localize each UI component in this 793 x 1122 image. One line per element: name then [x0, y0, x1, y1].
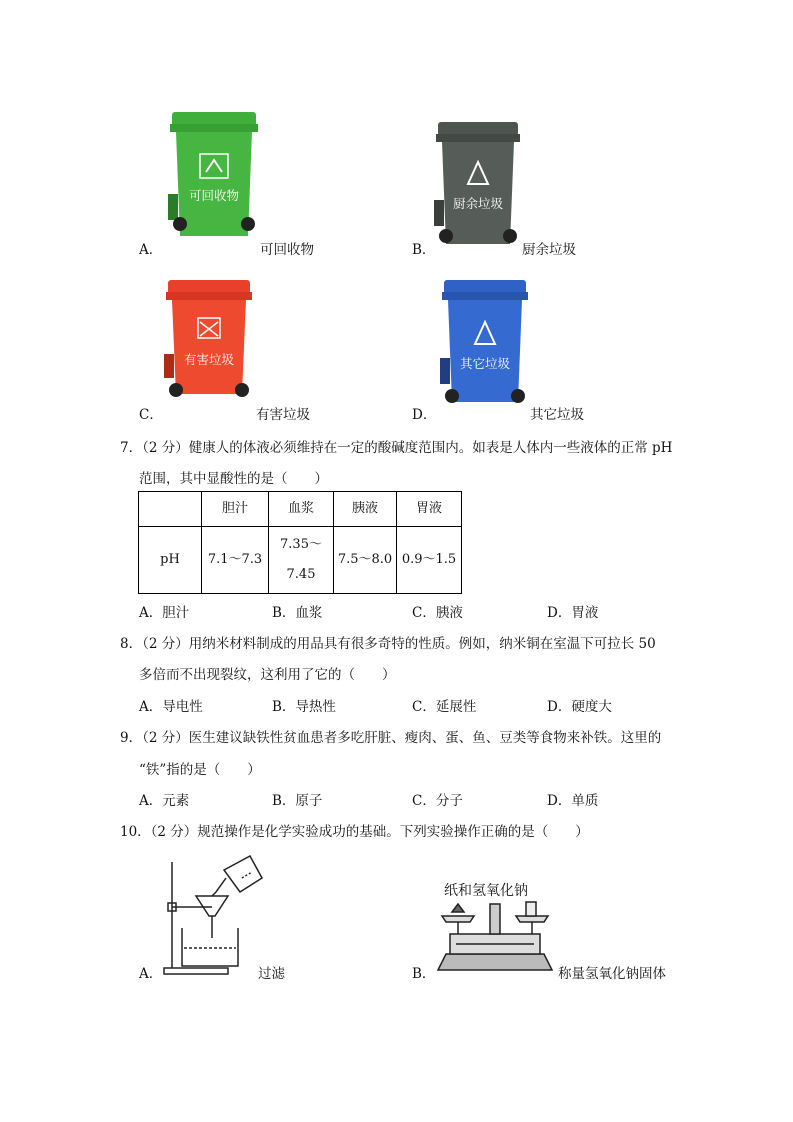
q10-stem: 10．（2 分）规范操作是化学实验成功的基础。下列实验操作正确的是（ ） — [120, 824, 589, 840]
q8-option-d[interactable]: D．硬度大 — [547, 699, 612, 715]
q7-option-b[interactable]: B．血浆 — [272, 605, 323, 621]
bin-hazardous — [164, 278, 254, 402]
ph-table-header: 胰液 — [334, 492, 397, 527]
ph-plasma-line1: 7.35～ — [280, 537, 322, 552]
q8-option-a[interactable]: A．导电性 — [139, 699, 203, 715]
ph-table-value-row — [139, 527, 462, 594]
q7-option-d[interactable]: D．胃液 — [547, 605, 599, 621]
q7-stem-line1: 7．（2 分）健康人的体液必须维持在一定的酸碱度范围内。如表是人体内一些液体的正常 pH — [120, 440, 673, 456]
balance-label: 纸和氢氧化钠 — [444, 883, 528, 899]
bin-hazardous-image — [164, 278, 254, 402]
bin-other-label: 其它垃圾 — [459, 356, 510, 371]
ph-table-cell-plasma — [269, 527, 334, 594]
q6-option-c-caption: 有害垃圾 — [256, 407, 310, 423]
filtration-drawing — [160, 852, 264, 976]
q6-option-a-letter: A． — [139, 242, 163, 258]
q10-option-a-letter[interactable]: A． — [139, 966, 163, 982]
q8-option-c[interactable]: C．延展性 — [412, 699, 477, 715]
bin-recyclable-image — [168, 108, 260, 248]
q8-option-b[interactable]: B．导热性 — [272, 699, 336, 715]
balance-apparatus — [436, 898, 554, 976]
q9-stem-line1: 9．（2 分）医生建议缺铁性贫血患者多吃肝脏、瘦肉、蛋、鱼、豆类等食物来补铁。这里的 — [120, 730, 662, 746]
ph-table-cell: 0.9～1.5 — [397, 527, 462, 594]
ph-plasma-line2: 7.45 — [286, 567, 316, 582]
bin-kitchen-waste — [434, 120, 522, 252]
ph-table-header: 胃液 — [397, 492, 462, 527]
q10-option-b-caption: 称量氢氧化钠固体 — [558, 966, 666, 982]
ph-table-row-label: pH — [139, 527, 202, 594]
ph-table-cell: 7.1～7.3 — [202, 527, 269, 594]
filtration-apparatus — [160, 852, 264, 976]
bin-recyclable-label: 可回收物 — [188, 188, 239, 203]
ph-table-cell: 7.5～8.0 — [334, 527, 397, 594]
q7-stem-line2: 范围，其中显酸性的是（ ） — [139, 471, 328, 487]
bin-hazardous-label: 有害垃圾 — [183, 352, 234, 367]
q8-stem-line2: 多倍而不出现裂纹，这利用了它的（ ） — [139, 667, 396, 683]
q6-option-b-letter: B． — [412, 242, 436, 258]
q9-option-d[interactable]: D．单质 — [547, 793, 599, 809]
bin-other-waste — [440, 278, 530, 410]
q6-option-a-caption: 可回收物 — [260, 242, 314, 258]
q9-stem-line2: “铁”指的是（ ） — [139, 762, 261, 778]
q9-option-b[interactable]: B．原子 — [272, 793, 323, 809]
q10-option-b-letter[interactable]: B． — [412, 966, 436, 982]
bin-kitchen-image — [434, 120, 522, 252]
bin-other-image — [440, 278, 530, 410]
q7-option-a[interactable]: A．胆汁 — [139, 605, 190, 621]
ph-table-header: 胆汁 — [202, 492, 269, 527]
q6-option-d-caption: 其它垃圾 — [530, 407, 584, 423]
bin-recyclable — [168, 108, 260, 248]
bin-kitchen-label: 厨余垃圾 — [452, 196, 503, 211]
q10-option-a-caption: 过滤 — [258, 966, 285, 982]
ph-table-header-row — [139, 492, 462, 527]
ph-table-corner — [139, 492, 202, 527]
ph-table-header: 血浆 — [269, 492, 334, 527]
ph-table — [138, 491, 462, 594]
q8-stem-line1: 8．（2 分）用纳米材料制成的用品具有很多奇特的性质。例如，纳米铜在室温下可拉长 50 — [120, 636, 656, 652]
q7-option-c[interactable]: C．胰液 — [412, 605, 463, 621]
q6-option-c-letter: C． — [139, 407, 163, 423]
q9-option-c[interactable]: C．分子 — [412, 793, 463, 809]
q6-option-d-letter: D． — [412, 407, 437, 423]
q9-option-a[interactable]: A．元素 — [139, 793, 190, 809]
q6-option-b-caption: 厨余垃圾 — [522, 242, 576, 258]
balance-drawing — [436, 898, 554, 976]
